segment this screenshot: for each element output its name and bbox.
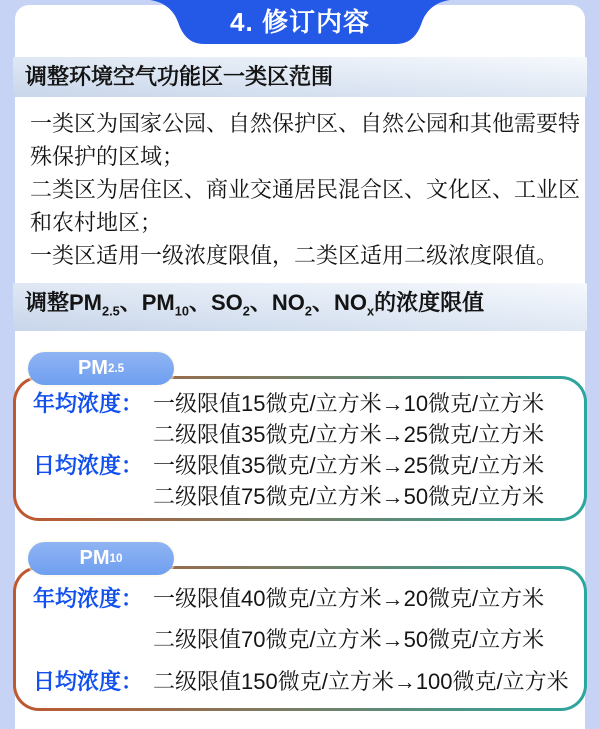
subscript: 2 <box>242 303 250 319</box>
pm10-tag-subscript: 10 <box>109 552 123 566</box>
limit-row-value: 二级限值35微克/立方米→25微克/立方米 <box>153 421 545 447</box>
subscript: 10 <box>174 303 189 319</box>
limit-row-value: 一级限值15微克/立方米→10微克/立方米 <box>153 390 545 416</box>
limit-row-value: 二级限值70微克/立方米→50微克/立方米 <box>153 627 545 653</box>
heading-text: 、SO <box>188 290 243 315</box>
limit-row <box>33 668 576 695</box>
limit-row-value: 一级限值40微克/立方米→20微克/立方米 <box>153 585 545 611</box>
limit-row <box>33 626 576 653</box>
pm10-limit-box-content <box>16 569 584 708</box>
pm25-limit-box <box>13 376 587 521</box>
limit-row-label: 日均浓度： <box>33 453 144 479</box>
limit-row-value: 一级限值35微克/立方米→25微克/立方米 <box>153 453 545 479</box>
limit-row-label: 年均浓度： <box>33 585 144 611</box>
heading-text: 、NO <box>311 290 367 315</box>
pm25-tag-subscript: 2.5 <box>107 362 125 376</box>
heading-text: 、PM <box>119 290 175 315</box>
heading-text: 调整PM <box>25 290 103 315</box>
subscript: 2 <box>304 303 312 319</box>
zone-description <box>13 97 587 272</box>
limit-row <box>33 483 576 510</box>
pm25-tag <box>28 352 174 385</box>
limit-row <box>33 585 576 612</box>
limit-row <box>33 452 576 479</box>
subscript: 2.5 <box>102 303 120 319</box>
limit-row <box>33 421 576 448</box>
pm10-tag-label: PM <box>79 547 110 570</box>
limit-row-value: 二级限值150微克/立方米→100微克/立方米 <box>153 669 569 695</box>
heading-zone-adjustment: 调整环境空气功能区一类区范围 <box>13 57 587 97</box>
zone-line-2: 二类区为居住区、商业交通居民混合区、文化区、工业区和农村地区； <box>30 177 581 235</box>
zone-line-3: 一类区适用一级浓度限值，二类区适用二级浓度限值。 <box>30 243 559 268</box>
heading-limit-adjustment <box>13 283 587 331</box>
subscript: x <box>366 303 375 319</box>
limit-row-value: 二级限值75微克/立方米→50微克/立方米 <box>153 484 545 510</box>
limit-row-label: 年均浓度： <box>33 390 144 416</box>
pm10-limit-box <box>13 566 587 711</box>
section-number-tab <box>150 0 450 46</box>
limit-row <box>33 390 576 417</box>
limit-row-label: 日均浓度： <box>33 669 144 695</box>
pm25-tag-label: PM <box>77 357 108 380</box>
heading-text: 、NO <box>249 290 305 315</box>
page-title: 4. 修订内容 <box>230 6 370 37</box>
pm25-limit-box-content <box>16 379 584 518</box>
pm10-tag <box>28 542 174 575</box>
zone-line-1: 一类区为国家公园、自然保护区、自然公园和其他需要特殊保护的区域； <box>30 111 581 169</box>
heading-text: 的浓度限值 <box>374 290 485 315</box>
